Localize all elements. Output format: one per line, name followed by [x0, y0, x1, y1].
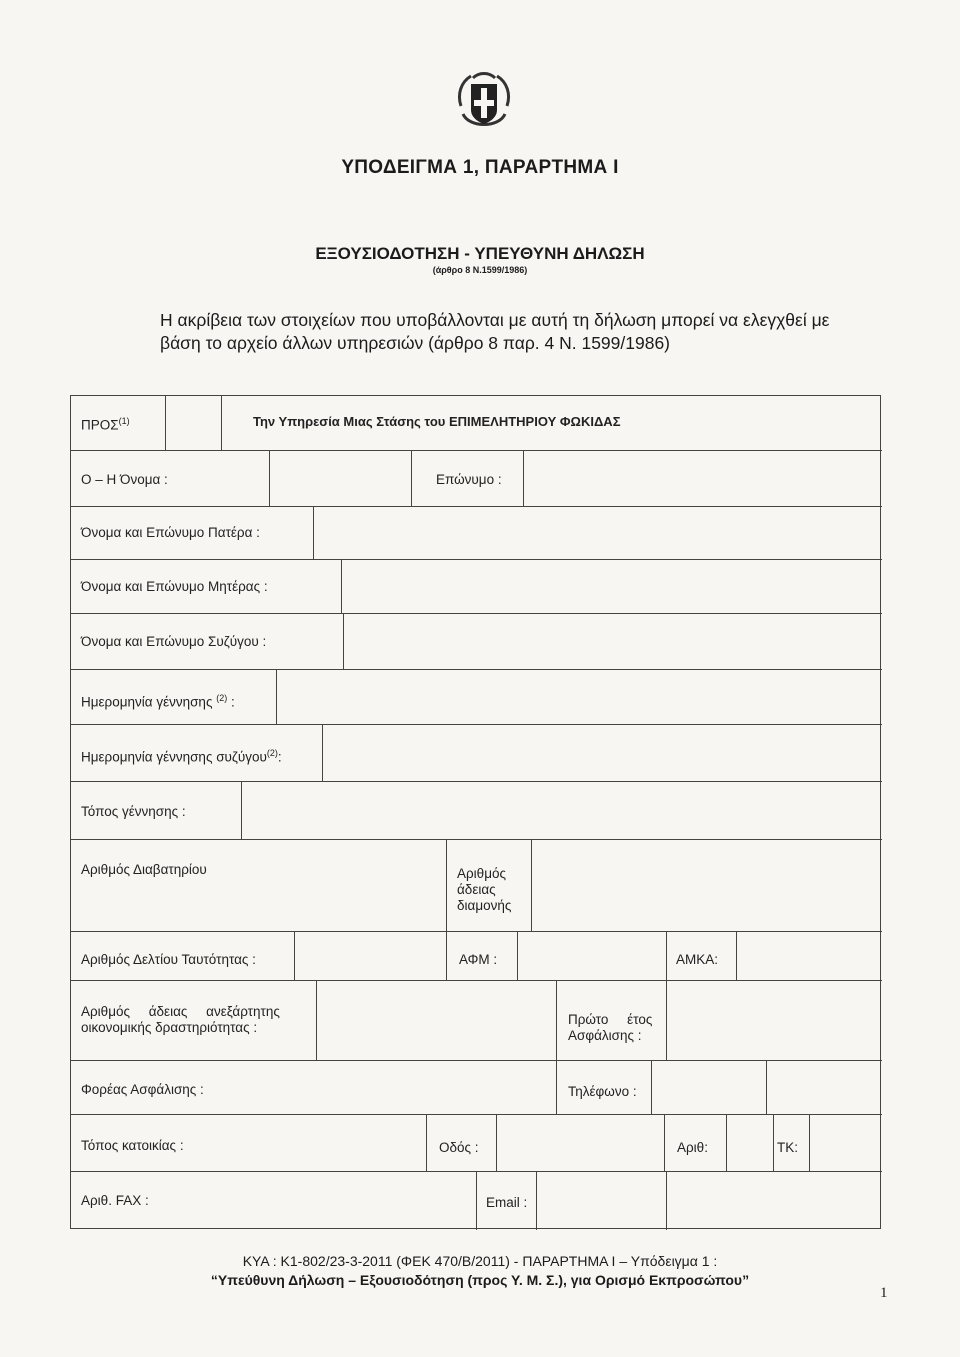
father-name-label: Όνομα και Επώνυμο Πατέρα : [81, 525, 260, 540]
insurer-field[interactable] [321, 1066, 551, 1110]
birth-place-label: Τόπος γέννησης : [81, 804, 186, 819]
amka-label: ΑΜΚΑ: [676, 952, 719, 967]
col-divider [241, 781, 242, 839]
col-divider [313, 506, 314, 559]
col-divider [341, 559, 342, 613]
surname-label: Επώνυμο : [436, 472, 502, 487]
col-divider [556, 980, 557, 1060]
declaration-form [70, 395, 881, 1229]
passport-label: Αριθμός Διαβατηρίου [81, 862, 207, 877]
col-divider [343, 613, 344, 669]
col-divider [496, 1114, 497, 1171]
afm-label: ΑΦΜ : [459, 952, 498, 967]
row-divider [71, 613, 882, 614]
page-number: 1 [880, 1285, 888, 1301]
father-name-field[interactable] [321, 510, 871, 554]
greek-coat-of-arms-icon [449, 66, 519, 136]
spouse-name-label: Όνομα και Επώνυμο Συζύγου : [81, 634, 267, 649]
residence-field[interactable] [246, 1120, 421, 1166]
col-divider [446, 931, 447, 980]
birth-date-field[interactable] [283, 674, 873, 718]
street-field[interactable] [501, 1120, 659, 1166]
phone-label: Τηλέφωνο : [568, 1084, 637, 1099]
spouse-birth-date-label: Ημερομηνία γέννησης συζύγου$^{(2)}$: [81, 748, 282, 765]
row-divider [71, 724, 882, 725]
col-divider [221, 396, 222, 450]
insurer-label: Φορέας Ασφάλισης : [81, 1082, 204, 1097]
footer-title: “Υπεύθυνη Δήλωση – Εξουσιοδότηση (προς Υ. Μ. Σ.), για Ορισμό Εκπροσώπου” [210, 1272, 750, 1288]
first-insurance-year-field[interactable] [671, 986, 871, 1056]
phone-field[interactable] [656, 1066, 761, 1110]
to-label: ΠΡΟΣ$^{(1)}$ [81, 416, 130, 433]
id-card-label: Αριθμός Δελτίου Ταυτότητας : [81, 952, 256, 967]
col-divider [165, 396, 166, 450]
id-card-field[interactable] [299, 936, 441, 976]
birth-date-label: Ημερομηνία γέννησης $^{(2)}$ : [81, 693, 235, 710]
row-divider [71, 669, 882, 670]
col-divider [316, 980, 317, 1060]
row-divider [71, 559, 882, 560]
legal-reference: (άρθρο 8 Ν.1599/1986) [432, 265, 528, 275]
footer-reference: ΚΥΑ : Κ1-802/23-3-2011 (ΦΕΚ 470/Β/2011) - ΠΑΡΑΡΤΗΜΑ Ι – Υπόδειγμα 1 : [242, 1253, 718, 1269]
spouse-birth-date-field[interactable] [329, 730, 869, 776]
document-title: ΕΞΟΥΣΙΟΔΟΤΗΣΗ - ΥΠΕΥΘΥΝΗ ΔΗΛΩΣΗ [315, 244, 645, 263]
col-divider [426, 1114, 427, 1171]
residence-label: Τόπος κατοικίας : [81, 1138, 184, 1153]
row-divider [71, 980, 882, 981]
number-label: Αριθ: [677, 1140, 708, 1155]
residence-permit-field[interactable] [537, 846, 872, 926]
fax-label: Αριθ. FAX : [81, 1193, 149, 1208]
col-divider [531, 839, 532, 931]
row-divider [71, 450, 882, 451]
birth-place-field[interactable] [247, 787, 867, 833]
number-field[interactable] [731, 1120, 769, 1166]
passport-field[interactable] [271, 846, 441, 926]
col-divider [276, 669, 277, 724]
postcode-field[interactable] [814, 1120, 874, 1166]
row-divider [71, 839, 882, 840]
col-divider [736, 931, 737, 980]
col-divider [517, 931, 518, 980]
col-divider [411, 450, 412, 506]
col-divider [556, 1060, 557, 1114]
col-divider [766, 1060, 767, 1114]
row-divider [71, 1060, 882, 1061]
col-divider [809, 1114, 810, 1171]
row-divider [71, 781, 882, 782]
surname-field[interactable] [531, 456, 871, 500]
col-divider [446, 839, 447, 931]
email-label: Email : [486, 1195, 528, 1210]
postcode-label: ΤΚ: [777, 1140, 799, 1155]
spouse-name-field[interactable] [349, 618, 869, 664]
col-divider [773, 1114, 774, 1171]
col-divider [523, 450, 524, 506]
col-divider [666, 980, 667, 1060]
mother-name-field[interactable] [347, 563, 867, 607]
intro-text: Η ακρίβεια των στοιχείων που υποβάλλονται με αυτή τη δήλωση μπορεί να ελεγχθεί με βάση το αρχείο άλλων υπηρεσιών (άρθρο 8 παρ. 4 Ν. 1599/1986) [160, 310, 830, 353]
col-divider [322, 724, 323, 781]
first-insurance-year-label: Πρώτο έτος Ασφάλισης : [568, 1012, 653, 1043]
document-heading: ΥΠΟΔΕΙΓΜΑ 1, ΠΑΡΑΡΤΗΜΑ Ι [341, 157, 619, 178]
row-divider [71, 1114, 882, 1115]
afm-field[interactable] [523, 936, 661, 976]
col-divider [664, 1114, 665, 1171]
residence-permit-label: Αριθμός άδειας διαμονής [457, 866, 512, 913]
mother-name-label: Όνομα και Επώνυμο Μητέρας : [81, 579, 268, 594]
email-field[interactable] [541, 1177, 871, 1225]
row-divider [71, 506, 882, 507]
col-divider [726, 1114, 727, 1171]
to-recipient: Την Υπηρεσία Μιας Στάσης του ΕΠΙΜΕΛΗΤΗΡΙΟΥ ΦΩΚΙΔΑΣ [253, 414, 621, 429]
street-label: Οδός : [439, 1140, 479, 1155]
first-name-label: Ο – Η Όνομα : [81, 472, 168, 487]
amka-field[interactable] [741, 936, 871, 976]
col-divider [536, 1171, 537, 1230]
self-employed-permit-label: Αριθμός άδειας ανεξάρτητης οικονομικής δραστηριότητας : [81, 1004, 280, 1035]
row-divider [71, 931, 882, 932]
self-employed-permit-field[interactable] [321, 986, 551, 1056]
first-name-field[interactable] [171, 456, 411, 500]
col-divider [294, 931, 295, 980]
col-divider [651, 1060, 652, 1114]
col-divider [476, 1171, 477, 1230]
col-divider [666, 931, 667, 980]
fax-field[interactable] [246, 1177, 471, 1225]
